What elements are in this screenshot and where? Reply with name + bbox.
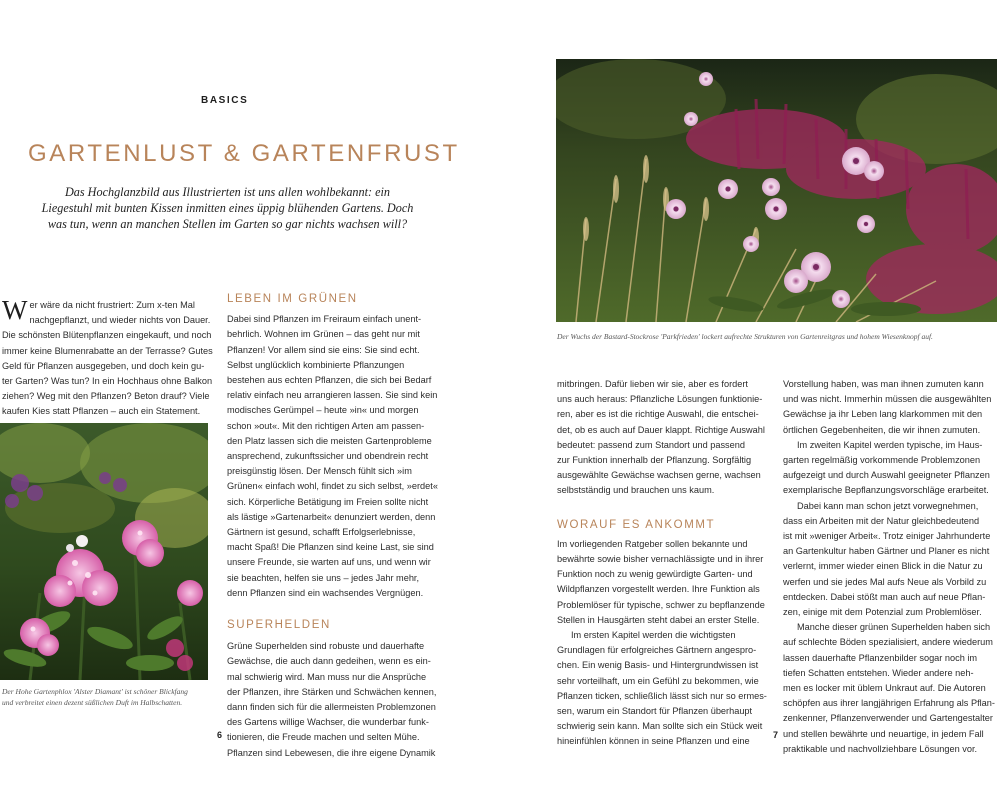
column-4 xyxy=(783,377,997,757)
text-line: Die schönsten Blütenpflanzen eingekauft, und noch xyxy=(2,330,212,341)
text-line: garten regelmäßig vorkommende Problemzonen xyxy=(783,455,981,466)
text-line: bedeutet: passend zum Standort und passend xyxy=(557,439,745,450)
phlox-photo xyxy=(0,423,208,680)
text-line: behrlich. Wohnen im Grünen – das geht nur mit xyxy=(227,329,420,340)
heading-superhelden: SUPERHELDEN xyxy=(227,619,331,632)
text-line: sie beachten, helfen sie uns – jedes Jahr mehr, xyxy=(227,572,420,583)
phlox-illustration xyxy=(0,423,208,680)
text-line: schon »out«. Mit den richtigen Arten am passen- xyxy=(227,420,425,431)
text-line: er wäre da nicht frustriert: Zum x-ten Mal xyxy=(29,300,195,310)
text-line: ren, aber es ist die richtige Auswahl, die entschei- xyxy=(557,409,759,420)
caption-line: und verbreitet einen dezent süßlichen Duft im Halbschatten. xyxy=(2,698,183,707)
text-line: Problemlöser für typische, schwer zu bepflanzende xyxy=(557,599,765,610)
text-line: zur Funktion innerhalb der Pflanzung. Sorgfältig xyxy=(557,455,752,466)
text-line: exemplarische Bepflanzungsvorschläge erarbeitet. xyxy=(783,485,989,496)
text-line: Wildpflanzen vorgestellt werden. Ihre Funktion als xyxy=(557,584,760,595)
text-line: ist mit »weniger Arbeit«. Trotz einiger Jahrhunderte xyxy=(783,531,991,542)
text-line: Dabei sind Pflanzen im Freiraum einfach unent- xyxy=(227,314,422,325)
text-line: Geld für Pflanzen ausgegeben, und doch kein gu- xyxy=(2,360,205,371)
text-line: schöpfen aus ihrer langjährigen Erfahrung als Pflan- xyxy=(783,698,995,709)
text-line: kaufen Kies statt Pflanzen – auch ein Statement. xyxy=(2,406,201,417)
text-line: ter Garten? Was tun? In ein Hochhaus ohne Balkon xyxy=(2,376,213,387)
text-line: Gewächse ja ihr Leben lang klarkommen mit den xyxy=(783,409,983,420)
text-line: dass ein Arbeiten mit der Natur gleichbedeutend xyxy=(783,515,980,526)
stockrose-photo xyxy=(556,59,997,322)
text-line: uns auch heraus: Pflanzliche Lösungen funktionie- xyxy=(557,394,763,405)
text-line: sehr vorteilhaft, um ein Gefühl zu bekommen, wie xyxy=(557,675,759,686)
column-2 xyxy=(227,292,447,761)
text-line: aufgezeigt und durch Auswahl geeigneter Pflanzen xyxy=(783,470,990,481)
text-line: zenkenner, Pflanzenverwender und Gartengestalter xyxy=(783,713,993,724)
page-number-left: 6 xyxy=(217,730,223,740)
text-line: macht Spaß! Die Pflanzen sind keine Last, sie sind xyxy=(227,542,434,553)
text-line: Pflanzen sind Lebewesen, die ihre eigene Dynamik xyxy=(227,747,436,758)
text-line: Grüne Superhelden sind robuste und dauerhafte xyxy=(227,641,425,652)
text-line: det, ob es auch auf Dauer klappt. Richtige Auswahl xyxy=(557,424,765,435)
text-line: der Pflanzen, ihre Stärken und Schwächen kennen, xyxy=(227,686,437,697)
text-line: ausgewählte Gewächse wachsen gerne, wachsen xyxy=(557,470,761,481)
lead-paragraph: Das Hochglanzbild aus Illustrierten ist uns allen wohlbekannt: ein Liegestuhl mit bunten Kissen inmitten eines üppig blühenden Gartens. Doch was tun, wenn an manchen Stellen im Garten so gar nichts wachsen will? xyxy=(41,185,414,231)
text-line: verlernt, immer wieder einen Blick in die Natur zu xyxy=(783,561,983,572)
text-line: Pflanzen! Vor allem sind sie eins: Sie sind echt. xyxy=(227,344,420,355)
text-line: Grünen« einfach wohl, findet zu sich selbst, »erdet« xyxy=(227,481,438,492)
text-line: unsere Freunde, sie warten auf uns, und wenn wir xyxy=(227,557,431,568)
page-title: GARTENLUST & GARTENFRUST xyxy=(28,140,460,167)
heading-leben-im-gruenen: LEBEN IM GRÜNEN xyxy=(227,293,358,305)
text-line: ziehen? Weg mit den Pflanzen? Beton drauf? Viele xyxy=(2,391,210,402)
text-line: praktikable und nachvollziehbare Lösungen vor. xyxy=(783,743,978,754)
text-line: Manche dieser grünen Superhelden haben sich xyxy=(797,622,991,633)
text-line: chen. Ein wenig Basis- und Hintergrundwissen ist xyxy=(557,660,759,671)
text-line: an Gartenkultur haben Gärtner und Planer es nicht xyxy=(783,546,990,557)
text-line: als lästige »Gartenarbeit« denunziert werden, denn xyxy=(227,511,436,522)
stockrose-illustration xyxy=(556,59,997,322)
text-line: tionieren, die Freude machen und selten Mühe. xyxy=(227,732,420,743)
text-line: dann finden sich für die allermeisten Problemzonen xyxy=(227,702,436,713)
text-line: sich. Körperliche Betätigung im Freien sollte nicht xyxy=(227,496,429,507)
text-line: den Platz lassen sich die meisten Gartenprobleme xyxy=(227,435,432,446)
text-line: nachgepflanzt, und wieder nichts von Dauer. xyxy=(29,315,211,326)
text-line: lassen dauerhafte Pflanzenbilder sogar noch im xyxy=(783,652,978,663)
text-line: Pflanzen ticken, schließlich lässt sich nur so ermes- xyxy=(557,690,767,701)
text-line: Selbst unglücklich kombinierte Pflanzungen xyxy=(227,359,405,370)
text-line: zen, einige mit dem Potenzial zum Problemlöser. xyxy=(783,607,982,618)
text-line: Stellen in Hausgärten steht dabei an erster Stelle. xyxy=(557,614,760,625)
text-line: Vorstellung haben, was man ihnen zumuten kann xyxy=(783,379,984,389)
section-kicker: BASICS xyxy=(201,95,249,106)
page-number-right: 7 xyxy=(773,730,779,740)
text-line: örtlichen Gegebenheiten, die wir ihnen zumuten. xyxy=(783,424,981,435)
text-line: men es locker mit üblem Unkraut auf. Die Autoren xyxy=(783,683,986,694)
text-line: relativ einfach neu arrangieren lassen. Sie sind kein xyxy=(227,390,438,401)
text-line: ansprechend, zukunftssicher und obendrein recht xyxy=(227,451,429,462)
text-line: schwierig sein kann. Man sollte sich ein Stück weit xyxy=(557,721,763,732)
text-line: denn Pflanzen sind ein wachsendes Vergnügen. xyxy=(227,587,424,598)
text-line: preisgünstig lösen. Der Mensch fühlt sich »im xyxy=(227,466,412,477)
text-line: Gärtnern ist gesund, schafft Erfolgserlebnisse, xyxy=(227,527,416,538)
text-line: des Gartens willige Wachser, die wunderbar funk- xyxy=(227,717,429,728)
text-line: und stellen bewährte und neuartige, in jedem Fall xyxy=(783,728,984,739)
text-line: Im vorliegenden Ratgeber sollen bekannte und xyxy=(557,538,748,549)
text-line: modisches Gerümpel – heute »in« und morgen xyxy=(227,405,419,416)
text-line: Funktion noch zu wenig gewürdigte Garten- und xyxy=(557,569,753,580)
text-line: Gewächse, die auch dann gedeihen, wenn es ein- xyxy=(227,656,431,667)
text-line: werfen und sie jedes Mal aufs Neue als Vorbild zu xyxy=(783,576,987,587)
photo-right-caption: Der Wuchs der Bastard-Stockrose 'Parkfrieden' lockert aufrechte Strukturen von Gartenreitgras und hohem Wiesenknopf auf. xyxy=(557,332,933,341)
text-line: Grundlagen für erfolgreiches Gärtnern angespro- xyxy=(557,645,757,656)
column-3 xyxy=(557,377,777,750)
text-line: auf schlechte Böden spezialisiert, andere wiederum xyxy=(783,637,993,648)
heading-worauf-es-ankommt: WORAUF ES ANKOMMT xyxy=(557,518,716,531)
text-line: selbstständig und brauchen uns kaum. xyxy=(557,485,715,496)
photo-left-caption xyxy=(2,686,212,708)
text-line: entdecken. Dabei stößt man auch auf neue Pflan- xyxy=(783,591,986,602)
intro-paragraph xyxy=(2,295,214,420)
drop-cap: W xyxy=(2,295,28,325)
text-line: immer keine Blumenrabatte an der Terrasse? Gutes xyxy=(2,345,213,356)
text-line: mitbringen. Dafür lieben wir sie, aber es fordert xyxy=(557,379,748,389)
text-line: hineinfühlen können in seine Pflanzen und eine xyxy=(557,736,750,747)
text-line: Im ersten Kapitel werden die wichtigsten xyxy=(571,630,736,641)
text-line: tiefen Schatten entstehen. Wieder andere neh- xyxy=(783,667,974,678)
text-line: Im zweiten Kapitel werden typische, im Haus- xyxy=(797,439,983,450)
text-line: und was nicht. Immerhin müssen die ausgewählten xyxy=(783,394,992,405)
text-line: bestehen aus echten Pflanzen, die sich bei Bedarf xyxy=(227,375,432,386)
text-line: bewährte sowie bisher vernachlässigte und in ihrer xyxy=(557,554,764,565)
caption-line: Der Hohe Gartenphlox 'Alster Diamant' ist schöner Blickfang xyxy=(2,687,188,696)
text-line: sen, warum ein Standort für Pflanzen überhaupt xyxy=(557,706,753,717)
text-line: Dabei kann man schon jetzt vorwegnehmen, xyxy=(797,500,979,511)
text-line: mal schwierig wird. Man muss nur die Ansprüche xyxy=(227,671,427,682)
